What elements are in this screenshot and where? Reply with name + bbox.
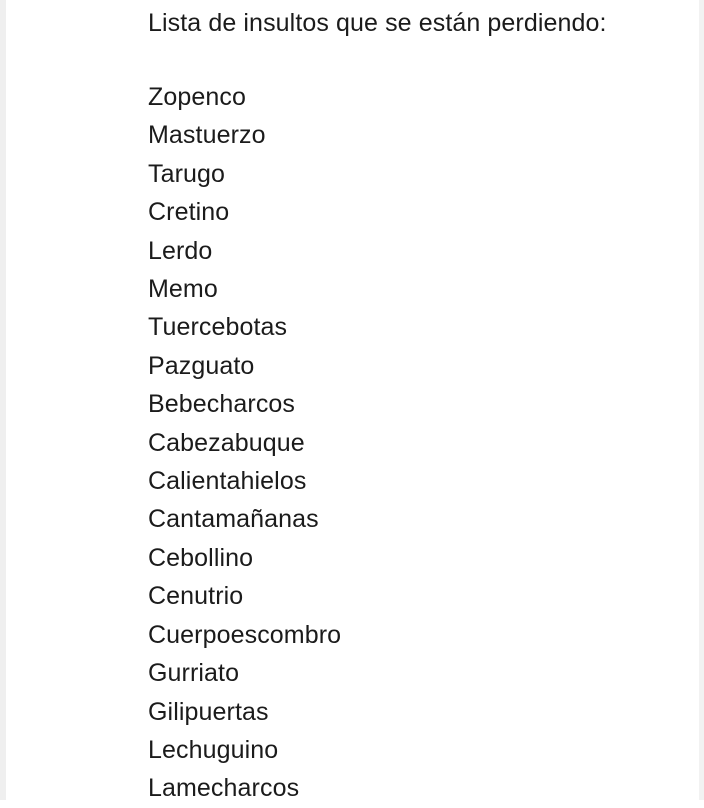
list-item: Mastuerzo: [148, 121, 266, 150]
list-item: Calientahielos: [148, 467, 307, 496]
list-item: Cenutrio: [148, 582, 244, 611]
page-left-edge: [0, 0, 6, 800]
list-item: Cantamañanas: [148, 505, 319, 534]
insult-list: [148, 78, 688, 808]
list-item: Zopenco: [148, 83, 246, 111]
page-right-edge: [699, 0, 704, 800]
document-content: [148, 0, 688, 808]
list-item: Cabezabuque: [148, 428, 305, 457]
list-item: Pazguato: [148, 351, 255, 380]
list-item: Bebecharcos: [148, 390, 296, 419]
list-item: Cretino: [148, 198, 230, 227]
list-item: Lechuguino: [148, 735, 279, 764]
list-item: Gilipuertas: [148, 697, 269, 726]
list-item: Cebollino: [148, 543, 254, 572]
list-item: Tarugo: [148, 159, 226, 188]
list-item: Lamecharcos: [148, 774, 300, 803]
list-item: Tuercebotas: [148, 313, 288, 342]
page-title: Lista de insultos que se están perdiendo:: [148, 9, 607, 37]
list-item: Gurriato: [148, 659, 240, 688]
list-item: Cuerpoescombro: [148, 620, 342, 649]
title-list-spacer: [148, 42, 688, 78]
list-item: Lerdo: [148, 236, 213, 265]
list-item: Memo: [148, 275, 218, 304]
